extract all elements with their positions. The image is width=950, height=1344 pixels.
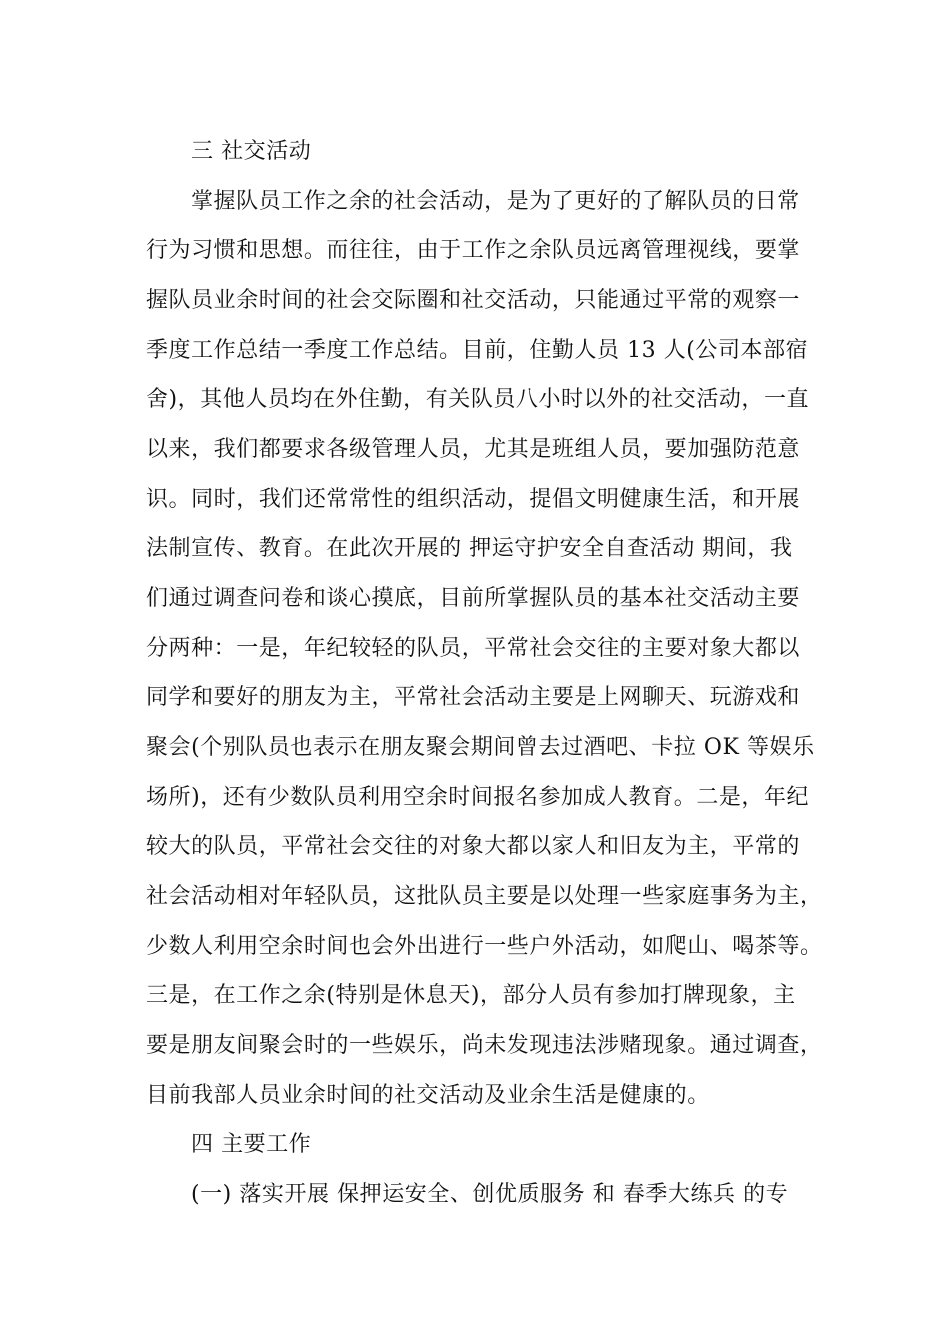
paragraph-line: 识。同时，我们还常常性的组织活动，提倡文明健康生活，和开展	[146, 487, 800, 512]
paragraph-line: 社会活动相对年轻队员，这批队员主要是以处理一些家庭事务为主，	[146, 884, 823, 909]
paragraph-line: 法制宣传、教育。在此次开展的 押运守护安全自查活动 期间，我	[146, 536, 793, 561]
paragraph-line: 分两种：一是，年纪较轻的队员，平常社会交往的主要对象大都以	[146, 636, 800, 661]
paragraph-line: 掌握队员工作之余的社会活动，是为了更好的了解队员的日常	[191, 189, 800, 214]
paragraph-line: 同学和要好的朋友为主，平常社会活动主要是上网聊天、玩游戏和	[146, 685, 800, 710]
paragraph-line: 行为习惯和思想。而往往，由于工作之余队员远离管理视线，要掌	[146, 238, 800, 263]
paragraph-line: 以来，我们都要求各级管理人员，尤其是班组人员，要加强防范意	[146, 437, 800, 462]
paragraph-line: 三是，在工作之余(特别是休息天)，部分人员有参加打牌现象，主	[146, 983, 796, 1008]
paragraph-line: 们通过调查问卷和谈心摸底，目前所掌握队员的基本社交活动主要	[146, 586, 800, 611]
paragraph-line: 目前我部人员业余时间的社交活动及业余生活是健康的。	[146, 1083, 710, 1108]
paragraph-line: 聚会(个别队员也表示在朋友聚会期间曾去过酒吧、卡拉 OK 等娱乐	[146, 735, 815, 760]
paragraph-line: 舍)，其他人员均在外住勤，有关队员八小时以外的社交活动，一直	[146, 387, 810, 412]
paragraph-line: 场所)，还有少数队员利用空余时间报名参加成人教育。二是，年纪	[146, 785, 810, 810]
paragraph-line: 握队员业余时间的社会交际圈和社交活动，只能通过平常的观察一	[146, 288, 800, 313]
paragraph-line: 季度工作总结一季度工作总结。目前，住勤人员 13 人(公司本部宿	[146, 338, 809, 363]
section-heading-social-activities: 三 社交活动	[191, 139, 312, 164]
paragraph-line: 少数人利用空余时间也会外出进行一些户外活动，如爬山、喝茶等。	[146, 934, 823, 959]
paragraph-line: (一) 落实开展 保押运安全、创优质服务 和 春季大练兵 的专	[191, 1182, 789, 1207]
section-heading-main-work: 四 主要工作	[191, 1132, 312, 1157]
paragraph-line: 较大的队员，平常社会交往的对象大都以家人和旧友为主，平常的	[146, 834, 800, 859]
paragraph-line: 要是朋友间聚会时的一些娱乐，尚未发现违法涉赌现象。通过调查，	[146, 1033, 823, 1058]
